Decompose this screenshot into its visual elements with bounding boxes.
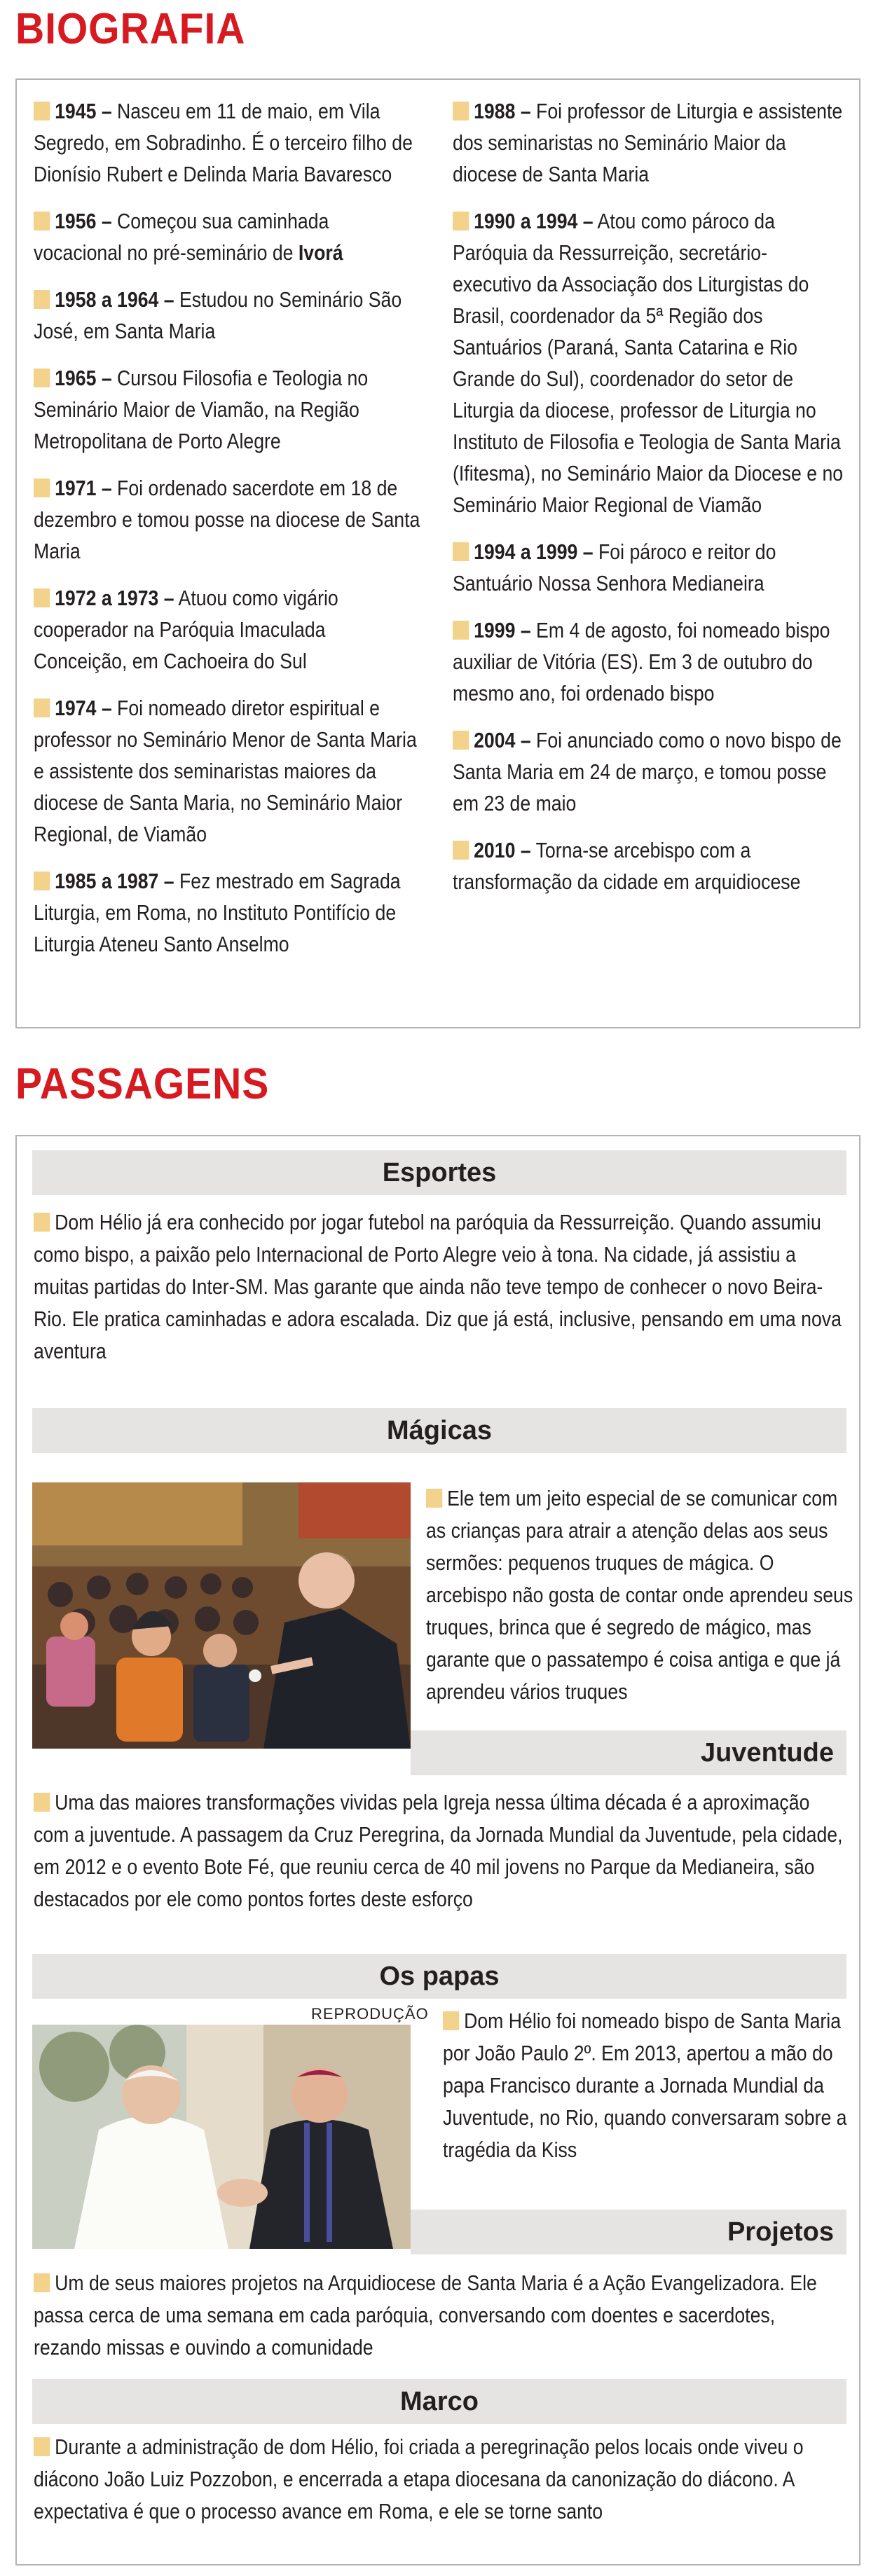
bio-entry-1974: 1974 – Foi nomeado diretor espiritual e professor no Seminário Menor de Santa Maria e assistente dos seminaristas maiores da diocese de Santa Maria, no Seminário Maior Regional, de Viamão [34,696,417,846]
magicas-heading: Mágicas [32,1408,846,1453]
passagens-title: PASSAGENS [15,1060,270,1108]
bio-entry-2004: 2004 – Foi anunciado como o novo bispo de Santa Maria em 24 de março, e tomou posse em 23 de maio [453,728,842,815]
bio-entry-1999: 1999 – Em 4 de agosto, foi nomeado bispo auxiliar de Vitória (ES). Em 3 de outubro do mesmo ano, foi ordenado bispo [453,618,830,705]
bullet-icon [443,2011,459,2030]
juventude-text: Uma das maiores transformações vividas pela Igreja nessa última década é a aproximação com a juventude. A passagem da Cruz Peregrina, da Jornada Mundial da Juventude, pela cidade, em 2012 e o evento Bote Fé, que reuniu cerca de 40 mil jovens no Parque da Medianeira, são destacados por ele como pontos fortes deste esforço [34,1790,843,1911]
bio-entry-1956: 1956 – Começou sua caminhada vocacional no pré-seminário de Ivorá [34,209,343,265]
bullet-icon [34,1213,50,1232]
bullet-icon [34,212,50,230]
biografia-right-column [453,95,846,913]
marco-text: Durante a administração de dom Hélio, foi criada a peregrinação pelos locais onde viveu o diácono João Luiz Pozzobon, e encerrada a etapa diocesana da canonização do diácono. A expectativa é que o processo avance em Roma, e ele se torne santo [34,2434,804,2523]
magicas-text: Ele tem um jeito especial de se comunicar com as crianças para atrair a atenção delas aos seus sermões: pequenos truques de mágica. O arcebispo não gosta de contar onde aprendeu seus truques, brinca que é segredo de mágico, mas garante que o passatempo é coisa antiga e que já aprendeu vários truques [426,1486,853,1704]
bullet-icon [34,2437,50,2456]
bullet-icon [453,212,469,230]
bullet-icon [453,841,469,860]
bullet-icon [34,2273,50,2292]
bio-entry-1958: 1958 a 1964 – Estudou no Seminário São José, em Santa Maria [34,287,402,343]
bullet-icon [34,102,50,120]
bio-entry-2010: 2010 – Torna-se arcebispo com a transformação da cidade em arquidiocese [453,838,801,894]
esportes-text: Dom Hélio já era conhecido por jogar futebol na paróquia da Ressurreição. Quando assumiu como bispo, a paixão pelo Internacional de Porto Alegre veio à tona. Na cidade, já assistiu a muitas partidas do Inter-SM. Mas garante que ainda não teve tempo de conhecer o novo Beira-Rio. Ele pratica caminhadas e adora escalada. Diz que já está, inclusive, pensando em uma nova aventura [34,1210,842,1363]
passagens-box [15,1135,860,2565]
esportes-heading: Esportes [32,1150,846,1195]
bullet-icon [34,290,50,309]
bio-entry-1994: 1994 a 1999 – Foi pároco e reitor do Santuário Nossa Senhora Medianeira [453,539,776,595]
papas-photo [32,2025,411,2249]
bullet-icon [34,698,50,717]
bio-entry-1965: 1965 – Cursou Filosofia e Teologia no Seminário Maior de Viamão, na Região Metropolitana de Porto Alegre [34,366,369,453]
bio-entry-1945: 1945 – Nasceu em 11 de maio, em Vila Segredo, em Sobradinho. É o terceiro filho de Dionísio Rubert e Delinda Maria Bavaresco [34,99,413,186]
bullet-icon [453,731,469,750]
bullet-icon [34,872,50,890]
bio-entry-1988: 1988 – Foi professor de Liturgia e assistente dos seminaristas no Seminário Maior da diocese de Santa Maria [453,99,843,186]
bio-entry-1990: 1990 a 1994 – Atou como pároco da Paróquia da Ressurreição, secretário-executivo da Associação dos Liturgistas do Brasil, coordenador da 5ª Região dos Santuários (Paraná, Santa Catarina e Rio Grande do Sul), coordenador do setor de Liturgia da diocese, professor de Liturgia no Instituto de Filosofia e Teologia de Santa Maria (Ifitesma), no Seminário Maior da Diocese e no Seminário Maior Regional de Viamão [453,209,844,517]
biografia-title: BIOGRAFIA [15,5,246,53]
bullet-icon [453,102,469,120]
bio-entry-1971: 1971 – Foi ordenado sacerdote em 18 de dezembro e tomou posse na diocese de Santa Maria [34,476,420,563]
bio-entry-1985: 1985 a 1987 – Fez mestrado em Sagrada Liturgia, em Roma, no Instituto Pontifício de Liturgia Ateneu Santo Anselmo [34,869,401,956]
bio-entry-1972: 1972 a 1973 – Atuou como vigário cooperador na Paróquia Imaculada Conceição, em Cachoeira do Sul [34,586,338,673]
bullet-icon [453,621,469,640]
marco-heading: Marco [32,2379,846,2424]
photo-credit: REPRODUÇÃO [311,2005,429,2023]
bullet-icon [34,369,50,387]
projetos-text: Um de seus maiores projetos na Arquidiocese de Santa Maria é a Ação Evangelizadora. Ele passa cerca de uma semana em cada paróquia, conversando com doentes e sacerdotes, rezando missas e ouvindo a comunidade [34,2271,817,2360]
projetos-heading: Projetos [411,2210,846,2254]
bullet-icon [426,1489,442,1508]
biografia-box [15,78,860,1028]
bullet-icon [34,478,50,497]
papas-text: Dom Hélio foi nomeado bispo de Santa Maria por João Paulo 2º. Em 2013, apertou a mão do papa Francisco durante a Jornada Mundial da Juventude, no Rio, quando conversaram sobre a tragédia da Kiss [443,2009,847,2162]
juventude-heading: Juventude [411,1730,846,1775]
bullet-icon [34,588,50,607]
magicas-photo [32,1482,411,1749]
bullet-icon [34,1793,50,1812]
biografia-left-column [34,95,423,975]
papas-heading: Os papas [32,1954,846,1999]
bullet-icon [453,542,469,561]
